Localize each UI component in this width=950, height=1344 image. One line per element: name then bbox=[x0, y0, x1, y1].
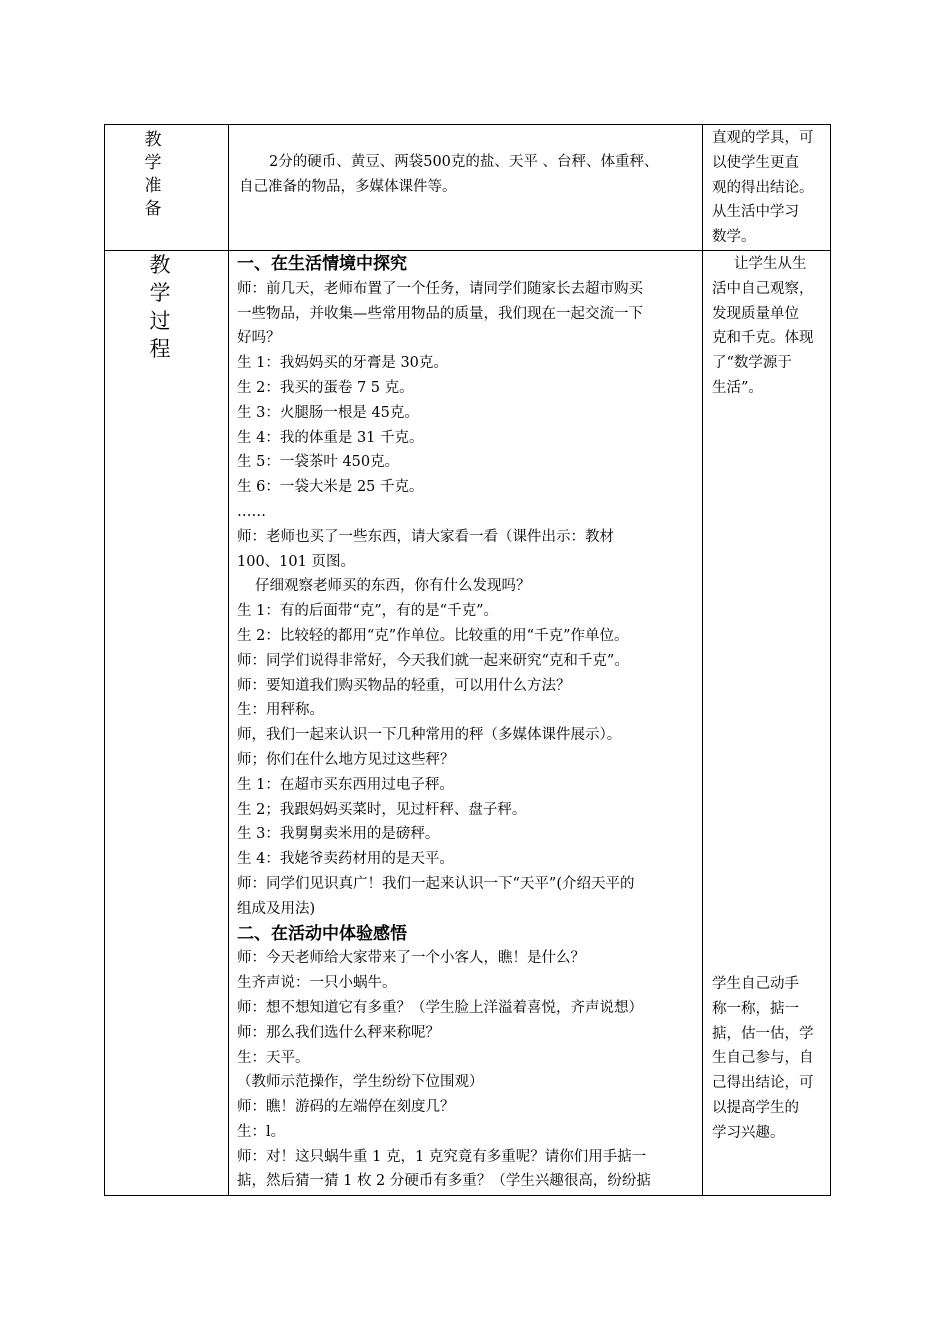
section-heading: 一、在生活情境中探究 bbox=[237, 254, 407, 274]
text-line: 师：前几天，老师布置了一个任务，请同学们随家长去超市购买 bbox=[237, 280, 643, 297]
text-line: 生 2：我买的蛋卷 7 5 克。 bbox=[237, 379, 414, 396]
text-line: 生：l。 bbox=[237, 1123, 286, 1140]
text-line: 生齐声说：一只小蜗牛。 bbox=[237, 975, 397, 992]
text-line: 师：今天老师给大家带来了一个小客人，瞧！是什么？ bbox=[237, 950, 585, 967]
section-heading: 二、在活动中体验感悟 bbox=[237, 923, 407, 944]
text-line: 生 4：我的体重是 31 千克。 bbox=[237, 429, 424, 446]
text-line: 生 4：我姥爷卖药材用的是天平。 bbox=[237, 851, 454, 868]
prep-content: 2分的硬币、黄豆、两袋500克的盐、天平 、台秤、体重秤、 自己准备的物品，多媒体课件等。 bbox=[239, 154, 659, 195]
text-line: （教师示范操作，学生纷纷下位围观） bbox=[237, 1074, 484, 1091]
column-divider bbox=[228, 125, 229, 1195]
process-content bbox=[237, 252, 651, 1194]
text-line: 师：要知道我们购买物品的轻重，可以用什么方法？ bbox=[237, 677, 571, 694]
text-line: 生 2；我跟妈妈买菜时，见过杆秤、盘子秤。 bbox=[237, 801, 527, 818]
text-line: 生 2：比较轻的都用“克”作单位。比较重的用“千克”作单位。 bbox=[237, 627, 629, 644]
text-line: 师，我们一起来认识一下几种常用的秤（多媒体课件展示）。 bbox=[237, 727, 622, 744]
prep-label: 教 学 准 备 bbox=[144, 130, 162, 219]
text-line: 师：对！这只蜗牛重 1 克，1 克究竟有多重呢？请你们用手掂一 bbox=[237, 1148, 647, 1165]
text-line: 好吗？ bbox=[237, 330, 281, 347]
process-label: 教 学 过 程 bbox=[149, 253, 171, 361]
text-line: 生 3：火腿肠一根是 45克。 bbox=[237, 404, 419, 421]
text-line: 师：那么我们选什么秤来称呢？ bbox=[237, 1024, 440, 1041]
text-line: 生 1：在超市买东西用过电子秤。 bbox=[237, 776, 454, 793]
text-line: 生 1：我妈妈买的牙膏是 30克。 bbox=[237, 355, 448, 372]
text-line: 生 6：一袋大米是 25 千克。 bbox=[237, 479, 424, 496]
process-note-1: 让学生从生 活中自己观察， 发现质量单位 克和千克。体现 了“数学源于 生活”。 bbox=[712, 256, 814, 396]
prep-note: 直观的学具，可 以使学生更直 观的得出结论。 从生活中学习 数学。 bbox=[712, 130, 814, 246]
text-line: 师：想不想知道它有多重？（学生脸上洋溢着喜悦，齐声说想） bbox=[237, 999, 643, 1016]
text-line: 仔细观察老师买的东西，你有什么发现吗？ bbox=[255, 578, 531, 595]
text-line: 生：天平。 bbox=[237, 1049, 310, 1066]
text-line: 生 1：有的后面带“克”，有的是“千克”。 bbox=[237, 603, 498, 620]
text-line: 师：同学们见识真广！我们一起来认识一下“天平”(介绍天平的 bbox=[237, 875, 635, 892]
text-line: 一些物品，并收集—些常用物品的质量，我们现在一起交流一下 bbox=[237, 305, 643, 322]
process-note-2: 学生自己动手 称一称，掂一 掂，估一估，学 生自己参与，自 己得出结论，可 以提高学生的 学习兴趣。 bbox=[712, 976, 814, 1141]
text-line: 掂，然后猜一猜 1 枚 2 分硬币有多重？（学生兴趣很高，纷纷掂 bbox=[237, 1173, 651, 1190]
text-line: 师：老师也买了一些东西，请大家看一看（课件出示：教材 bbox=[237, 528, 614, 545]
text-line: 组成及用法) bbox=[237, 900, 316, 917]
text-line: …… bbox=[237, 503, 266, 520]
text-line: 师：瞧！游码的左端停在刻度几？ bbox=[237, 1099, 455, 1116]
text-line: 生 3：我舅舅卖米用的是磅秤。 bbox=[237, 826, 440, 843]
text-line: 生 5：一袋茶叶 450克。 bbox=[237, 454, 400, 471]
text-line: 生：用秤称。 bbox=[237, 702, 324, 719]
text-line: 师：同学们说得非常好，今天我们就一起来研究“克和千克”。 bbox=[237, 652, 629, 669]
text-line: 100、101 页图。 bbox=[237, 553, 355, 570]
lesson-plan-table bbox=[104, 124, 831, 1196]
text-line: 师；你们在什么地方见过这些秤？ bbox=[237, 751, 455, 768]
column-divider bbox=[702, 125, 703, 1195]
